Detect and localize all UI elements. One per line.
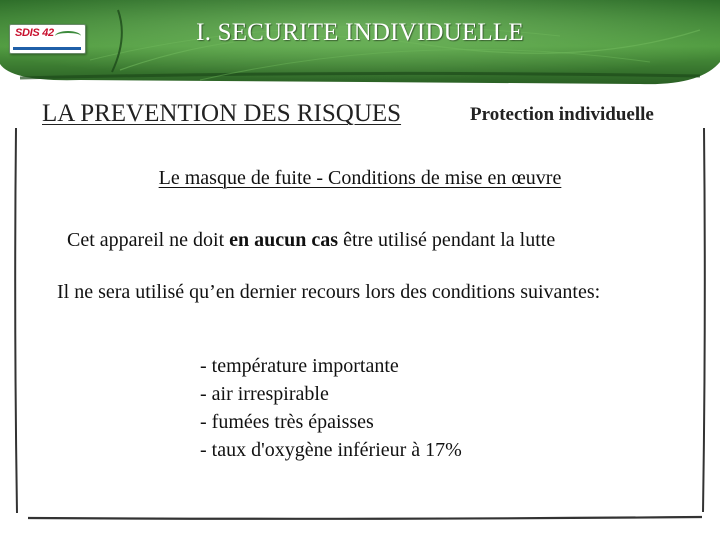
usage-paragraph: Il ne sera utilisé qu’en dernier recours lors des conditions suivantes: (57, 281, 601, 303)
list-item: - température importante (200, 355, 399, 377)
section-subtitle: Protection individuelle (470, 104, 654, 125)
section-title: LA PREVENTION DES RISQUES (42, 100, 402, 127)
conditions-list (200, 352, 462, 464)
list-item: - air irrespirable (200, 383, 329, 405)
content-heading: Le masque de fuite - Conditions de mise en œuvre (158, 167, 562, 189)
page-title: I. SECURITE INDIVIDUELLE (196, 19, 524, 46)
warning-after: être utilisé pendant la lutte (338, 229, 556, 251)
logo-text: SDIS 42 (15, 27, 54, 39)
warning-line (67, 229, 555, 252)
warning-before: Cet appareil ne doit (67, 229, 230, 251)
warning-emphasis: en aucun cas (229, 229, 339, 251)
list-item: - fumées très épaisses (200, 411, 374, 433)
list-item: - taux d'oxygène inférieur à 17% (200, 439, 462, 461)
